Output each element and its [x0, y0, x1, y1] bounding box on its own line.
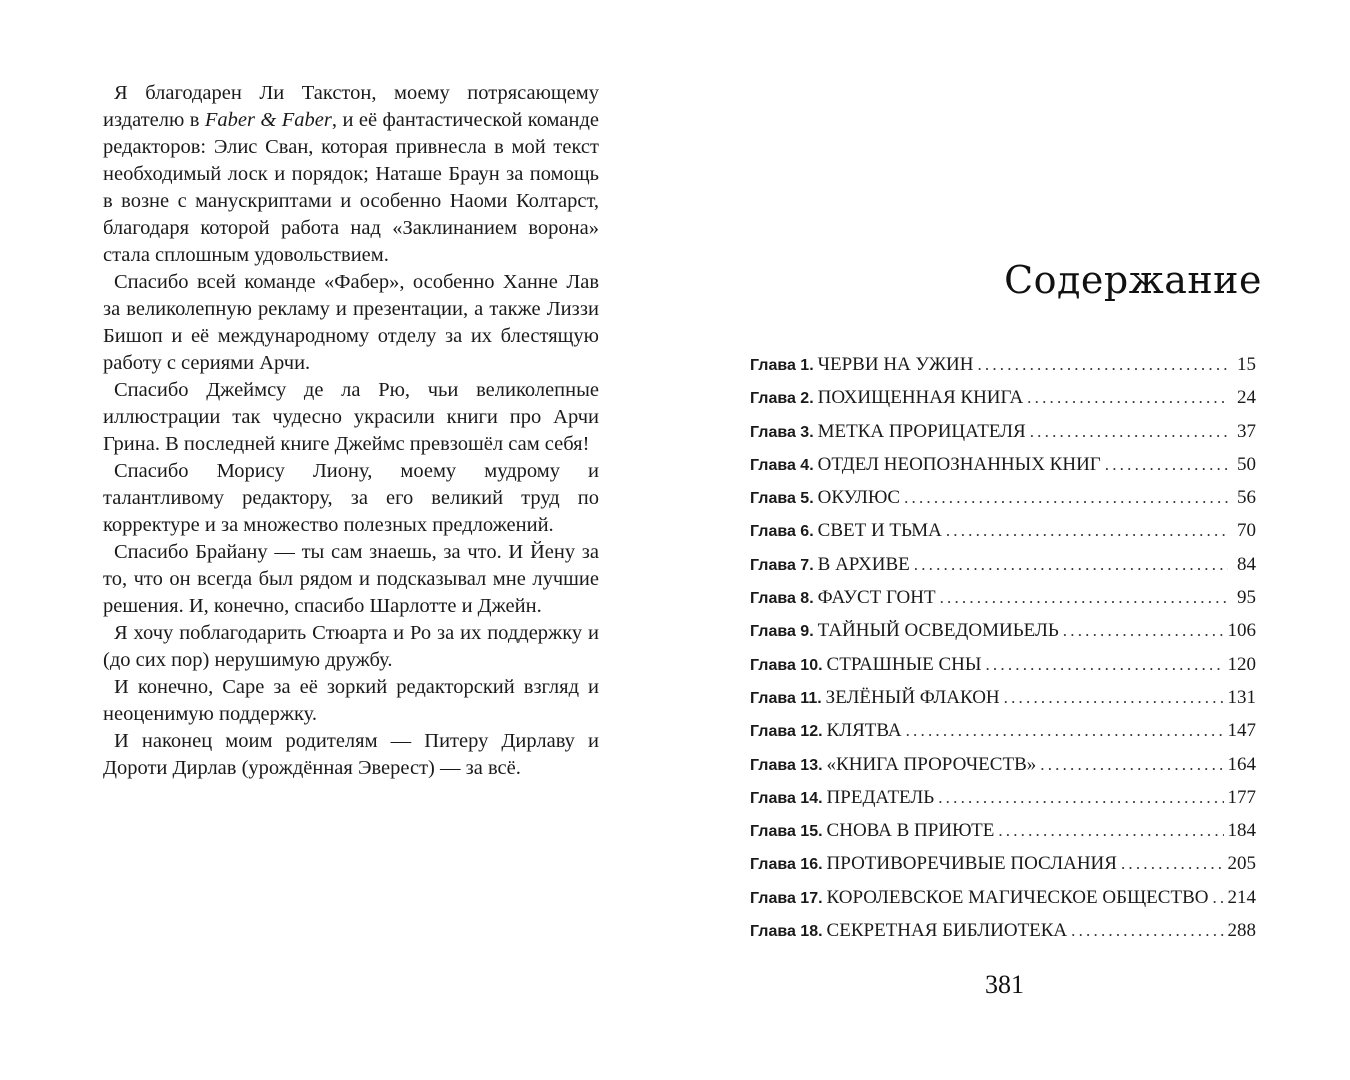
dot-leader — [940, 588, 1228, 608]
chapter-label: Глава 10. — [750, 656, 823, 674]
toc-title: Содержание — [1004, 258, 1262, 302]
chapter-title: ПРОТИВОРЕЧИВЫЕ ПОСЛАНИЯ — [826, 853, 1117, 875]
toc-entry — [750, 720, 1256, 753]
chapter-page: 147 — [1227, 720, 1256, 742]
chapter-label: Глава 9. — [750, 623, 814, 641]
toc-entry — [750, 421, 1256, 454]
publisher-name: Faber & Faber — [204, 109, 332, 131]
chapter-label: Глава 2. — [750, 390, 814, 408]
chapter-title: ПОХИЩЕННАЯ КНИГА — [817, 387, 1024, 409]
chapter-title: ЗЕЛЁНЫЙ ФЛАКОН — [825, 686, 1000, 708]
dot-leader — [1004, 688, 1224, 708]
toc-entry — [750, 454, 1256, 487]
toc-entry — [750, 787, 1256, 820]
chapter-label: Глава 7. — [750, 556, 814, 574]
chapter-label: Глава 4. — [750, 456, 814, 474]
dot-leader — [1063, 621, 1224, 641]
chapter-label: Глава 15. — [750, 823, 823, 841]
chapter-title: МЕТКА ПРОРИЦАТЕЛЯ — [817, 420, 1026, 442]
dot-leader — [938, 788, 1223, 808]
chapter-label: Глава 11. — [750, 689, 822, 707]
dot-leader — [1030, 422, 1228, 442]
chapter-page: 164 — [1227, 753, 1256, 775]
chapter-title: СВЕТ И ТЬМА — [817, 520, 942, 542]
chapter-label: Глава 17. — [750, 889, 823, 907]
chapter-page: 24 — [1237, 387, 1256, 409]
dot-leader — [914, 555, 1228, 575]
chapter-title: ФАУСТ ГОНТ — [817, 587, 936, 609]
chapter-page: 177 — [1227, 786, 1256, 808]
toc-entry — [750, 820, 1256, 853]
paragraph: И наконец моим родителям — Питеру Дирлаву и Дороти Дирлав (урождённая Эверест) — за всё. — [103, 730, 599, 779]
toc-entry — [750, 887, 1256, 920]
dot-leader — [946, 521, 1228, 541]
chapter-page: 37 — [1237, 420, 1256, 442]
chapter-title: ОКУЛЮС — [817, 487, 901, 509]
chapter-page: 84 — [1237, 553, 1256, 575]
toc-entry — [750, 487, 1256, 520]
paragraph: Спасибо Морису Лиону, моему мудрому и талантливому редактору, за его великий труд по корректуре и за множество полезных предложений. — [103, 460, 599, 536]
dot-leader — [977, 355, 1228, 375]
chapter-label: Глава 12. — [750, 723, 823, 741]
chapter-title: ТАЙНЫЙ ОСВЕДОМИЬЕЛЬ — [817, 620, 1059, 642]
acknowledgements-page — [103, 80, 599, 782]
chapter-title: ПРЕДАТЕЛЬ — [826, 786, 935, 808]
chapter-page: 131 — [1227, 686, 1256, 708]
chapter-title: В АРХИВЕ — [817, 553, 910, 575]
chapter-title: СЕКРЕТНАЯ БИБЛИОТЕКА — [826, 920, 1068, 942]
chapter-title: ЧЕРВИ НА УЖИН — [817, 354, 974, 375]
chapter-title: КЛЯТВА — [826, 720, 902, 742]
chapter-page: 50 — [1237, 453, 1256, 475]
chapter-page: 56 — [1237, 487, 1256, 509]
paragraph: И конечно, Саре за её зоркий редакторский взгляд и неоценимую поддержку. — [103, 676, 599, 725]
dot-leader — [1121, 854, 1224, 874]
paragraph: Спасибо Брайану — ты сам знаешь, за что. И Йену за то, что он всегда был рядом и подсказывал мне лучшие решения. И, конечно, спасибо Шарлотте и Джейн. — [103, 541, 599, 617]
chapter-page: 15 — [1237, 354, 1256, 375]
chapter-label: Глава 3. — [750, 423, 814, 441]
chapter-label: Глава 5. — [750, 490, 814, 508]
toc-entry — [750, 554, 1256, 587]
chapter-page: 95 — [1237, 587, 1256, 609]
chapter-page: 214 — [1227, 886, 1256, 908]
chapter-title: СНОВА В ПРИЮТЕ — [826, 820, 995, 842]
chapter-page: 205 — [1227, 853, 1256, 875]
dot-leader — [1040, 755, 1223, 775]
dot-leader — [1105, 455, 1228, 475]
chapter-label: Глава 8. — [750, 590, 814, 608]
toc-entry — [750, 587, 1256, 620]
paragraph: Я хочу поблагодарить Стюарта и Ро за их поддержку и (до сих пор) нерушимую дружбу. — [103, 622, 599, 671]
toc-entry — [750, 520, 1256, 553]
paragraph: Спасибо всей команде «Фабер», особенно Ханне Лав за великолепную рекламу и презентации, а также Лиззи Бишоп и её международному отделу за их блестящую работу с сериями Арчи. — [103, 271, 599, 374]
dot-leader — [998, 821, 1223, 841]
paragraph: Спасибо Джеймсу де ла Рю, чьи великолепные иллюстрации так чудесно украсили книги про Арчи Грина. В последней книге Джеймс превзошёл сам себя! — [103, 379, 599, 455]
toc-entry — [750, 687, 1256, 720]
toc-entry — [750, 853, 1256, 886]
chapter-label: Глава 18. — [750, 923, 823, 941]
chapter-page: 70 — [1237, 520, 1256, 542]
chapter-page: 120 — [1227, 653, 1256, 675]
paragraph: Я благодарен Ли Такстон, моему потрясающему издателю в Faber & Faber, и её фантастической команде редакторов: Элис Сван, которая привнесла в мой текст необходимый лоск и порядок; Наташе Браун за помощь в возне с манускриптами и особенно Наоми Колтарст, благодаря которой работа над «Заклинанием ворона» стала сплошным удовольствием. — [103, 82, 599, 266]
dot-leader — [1027, 388, 1228, 408]
dot-leader — [1071, 921, 1223, 941]
dot-leader — [906, 721, 1224, 741]
chapter-title: ОТДЕЛ НЕОПОЗНАННЫХ КНИГ — [817, 453, 1101, 475]
chapter-label: Глава 1. — [750, 357, 814, 374]
toc-entry — [750, 654, 1256, 687]
table-of-contents — [750, 354, 1256, 953]
chapter-title: «КНИГА ПРОРОЧЕСТВ» — [826, 753, 1037, 775]
dot-leader — [904, 488, 1228, 508]
toc-entry — [750, 354, 1256, 387]
chapter-label: Глава 13. — [750, 756, 823, 774]
chapter-page: 106 — [1227, 620, 1256, 642]
chapter-label: Глава 6. — [750, 523, 814, 541]
page-number: 381 — [985, 970, 1024, 999]
toc-entry — [750, 620, 1256, 653]
toc-entry — [750, 387, 1256, 420]
chapter-label: Глава 14. — [750, 789, 823, 807]
toc-entry — [750, 754, 1256, 787]
chapter-title: КОРОЛЕВСКОЕ МАГИЧЕСКОЕ ОБЩЕСТВО — [826, 886, 1209, 908]
dot-leader — [985, 655, 1223, 675]
chapter-page: 184 — [1227, 820, 1256, 842]
chapter-title: СТРАШНЫЕ СНЫ — [826, 653, 982, 675]
chapter-page: 288 — [1227, 920, 1256, 942]
toc-entry — [750, 920, 1256, 953]
dot-leader — [1212, 888, 1223, 908]
chapter-label: Глава 16. — [750, 856, 823, 874]
